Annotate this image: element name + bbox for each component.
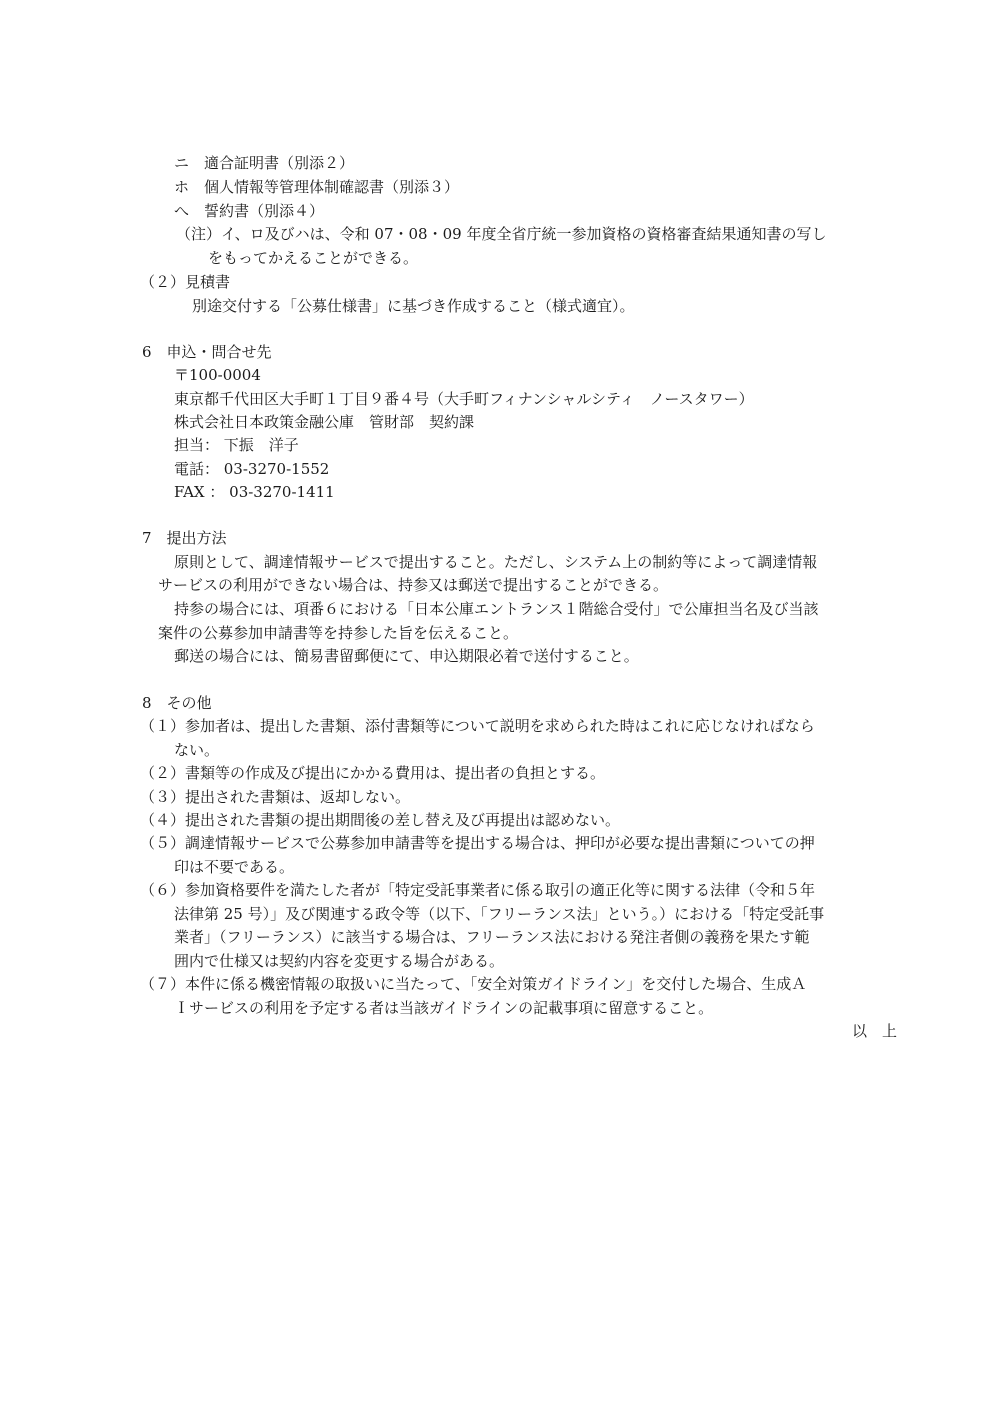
other-item-3: （３）提出された書類は、返却しない。 [140,788,411,806]
submission-p1: 原則として、調達情報サービスで提出すること。ただし、システム上の制約等によって調達情報 [174,553,818,571]
contact-heading: 6 申込・問合せ先 [142,343,272,361]
other-item-6-cont-1: 法律第 25 号）」及び関連する政令等（以下、「フリーランス法」という。）における「特定受託事 [174,905,825,923]
other-heading: 8 その他 [142,694,212,712]
submission-p2: 持参の場合には、項番６における「日本公庫エントランス１階総合受付」で公庫担当名及び当該 [174,600,819,618]
contact-address: 東京都千代田区大手町１丁目９番４号（大手町フィナンシャルシティ ノースタワー） [174,390,754,408]
attachment-ho: ホ 個人情報等管理体制確認書（別添３） [174,178,460,196]
estimate-body: 別途交付する「公募仕様書」に基づき作成すること（様式適宜）。 [192,297,635,315]
attachment-note: （注）イ、ロ及びハは、令和 07・08・09 年度全省庁統一参加資格の資格審査結果通知書の写し [176,225,827,243]
contact-person: 担当： 下振 洋子 [174,436,299,454]
contact-org: 株式会社日本政策金融公庫 管財部 契約課 [174,413,475,431]
contact-tel: 電話： 03-3270-1552 [174,460,330,478]
other-item-6-cont-2: 業者」（フリーランス）に該当する場合は、フリーランス法における発注者側の義務を果たす範 [174,928,810,946]
contact-postal: 〒100-0004 [174,366,261,384]
submission-heading: 7 提出方法 [142,529,227,547]
other-item-6: （６）参加資格要件を満たした者が「特定受託事業者に係る取引の適正化等に関する法律（令和５年 [140,881,816,899]
attachment-ni: ニ 適合証明書（別添２） [174,154,355,172]
other-item-5-cont: 印は不要である。 [174,858,295,876]
other-item-1-cont: ない。 [174,741,220,759]
other-item-7-cont: Ｉサービスの利用を予定する者は当該ガイドラインの記載事項に留意すること。 [174,999,714,1017]
other-item-7: （７）本件に係る機密情報の取扱いに当たって、「安全対策ガイドライン」を交付した場合、生成Ａ [140,975,807,993]
submission-p1-cont: サービスの利用ができない場合は、持参又は郵送で提出することができる。 [158,576,669,594]
other-item-5: （５）調達情報サービスで公募参加申請書等を提出する場合は、押印が必要な提出書類についての押 [140,834,815,852]
submission-p3: 郵送の場合には、簡易書留郵便にて、申込期限必着で送付すること。 [174,647,639,665]
other-item-1: （１）参加者は、提出した書類、添付書類等について説明を求められた時はこれに応じなければなら [140,717,815,735]
other-item-2: （２）書類等の作成及び提出にかかる費用は、提出者の負担とする。 [140,764,606,782]
contact-fax: FAX ： 03-3270-1411 [174,483,335,501]
other-item-4: （４）提出された書類の提出期間後の差し替え及び再提出は認めない。 [140,811,621,829]
attachment-he: へ 誓約書（別添４） [174,202,325,220]
closing-mark: 以 上 [852,1022,898,1040]
attachment-note-cont: をもってかえることができる。 [208,249,419,267]
estimate-heading: （２）見積書 [140,273,231,291]
other-item-6-cont-3: 囲内で仕様又は契約内容を変更する場合がある。 [174,952,505,970]
submission-p2-cont: 案件の公募参加申請書等を持参した旨を伝えること。 [158,624,519,642]
